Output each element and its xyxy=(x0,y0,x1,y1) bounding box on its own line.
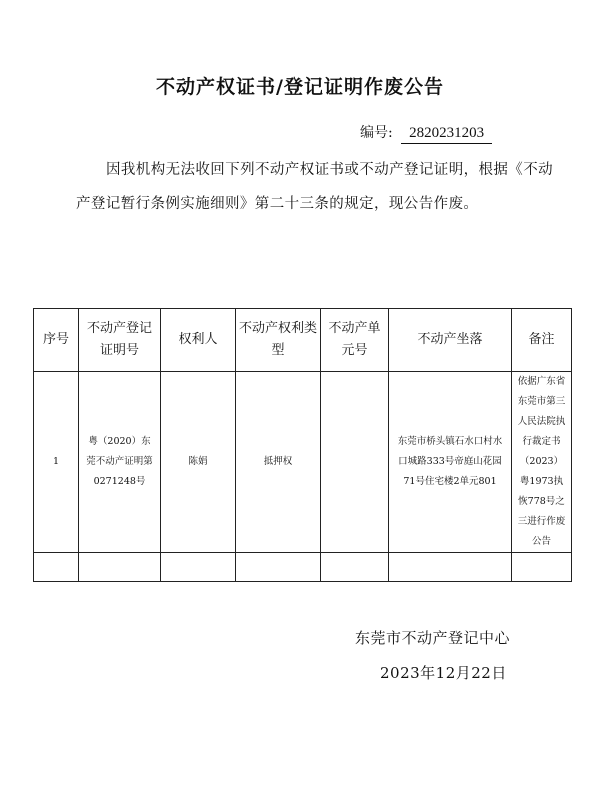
cell-unit-no xyxy=(321,553,389,582)
header-remarks: 备注 xyxy=(512,309,572,372)
cell-right-type xyxy=(236,553,321,582)
cell-location: 东莞市桥头镇石水口村水口城路333号帝庭山花园71号住宅楼2单元801 xyxy=(389,372,512,553)
document-number-label: 编号: xyxy=(360,125,393,141)
cell-certificate-no: 粤（2020）东莞不动产证明第0271248号 xyxy=(79,372,161,553)
header-index: 序号 xyxy=(34,309,79,372)
header-certificate-no: 不动产登记证明号 xyxy=(79,309,161,372)
cell-remarks: 依据广东省东莞市第三人民法院执行裁定书（2023）粤1973执恢778号之三进行作废公告 xyxy=(512,372,572,553)
cell-index xyxy=(34,553,79,582)
header-location: 不动产坐落 xyxy=(389,309,512,372)
issue-date: 2023年12月22日 xyxy=(380,664,507,682)
cell-location xyxy=(389,553,512,582)
table-row xyxy=(34,372,572,553)
header-unit-no: 不动产单元号 xyxy=(321,309,389,372)
table-row xyxy=(34,553,572,582)
header-right-type: 不动产权利类型 xyxy=(236,309,321,372)
announcement-body: 因我机构无法收回下列不动产权证书或不动产登记证明，根据《不动产登记暂行条例实施细则》第二十三条的规定，现公告作废。 xyxy=(76,162,553,212)
certificate-table xyxy=(33,308,572,582)
cell-owner xyxy=(161,553,236,582)
table-header-row xyxy=(34,309,572,372)
document-number xyxy=(360,122,492,144)
cell-remarks xyxy=(512,553,572,582)
cell-index: 1 xyxy=(34,372,79,553)
document-number-value: 2820231203 xyxy=(401,125,492,144)
cell-certificate-no xyxy=(79,553,161,582)
issuer-name: 东莞市不动产登记中心 xyxy=(355,629,511,647)
page-title: 不动产权证书/登记证明作废公告 xyxy=(156,76,444,98)
header-owner: 权利人 xyxy=(161,309,236,372)
cell-owner: 陈娟 xyxy=(161,372,236,553)
cell-unit-no xyxy=(321,372,389,553)
cell-right-type: 抵押权 xyxy=(236,372,321,553)
